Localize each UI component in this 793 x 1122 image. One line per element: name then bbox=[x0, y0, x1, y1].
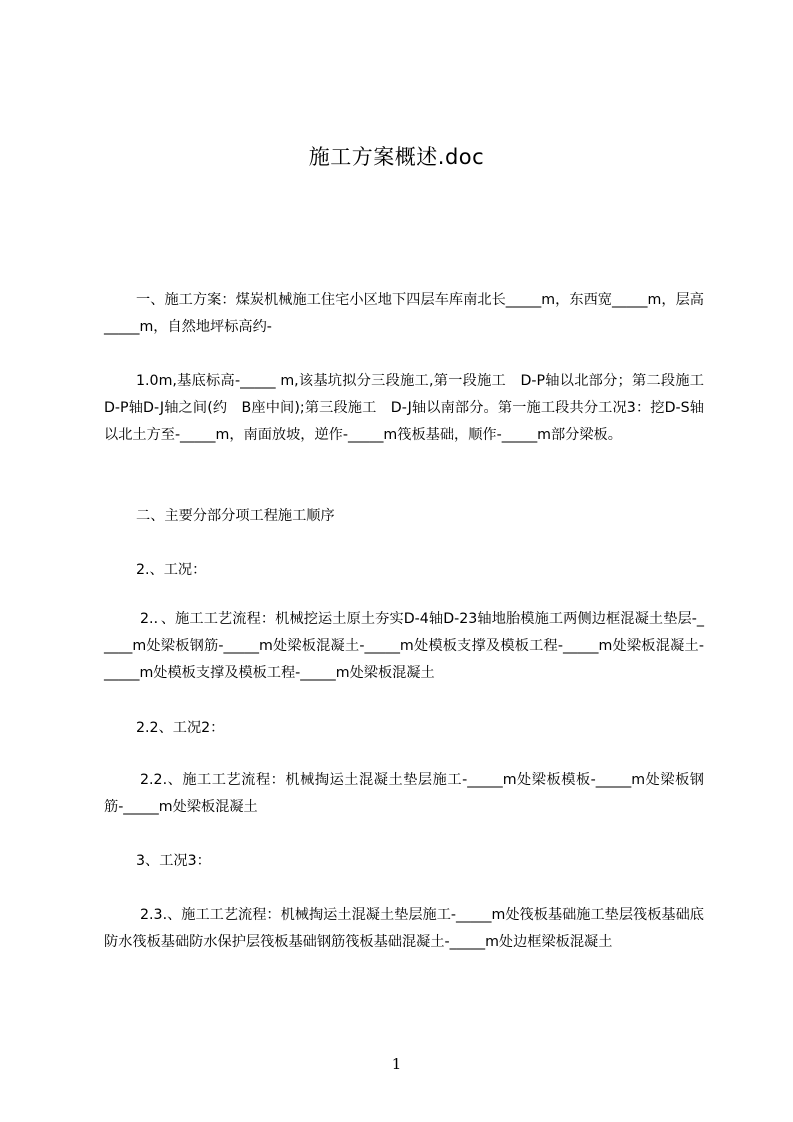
document-title: 施工方案概述.doc bbox=[308, 145, 485, 169]
heading-working-condition-2: 2.2、工况2： bbox=[136, 720, 225, 736]
paragraph-construction-plan: 一、施工方案：煤炭机械施工住宅小区地下四层车库南北长_____m，东西宽_____m，层高_____m，自然地坪标高约- bbox=[104, 292, 704, 335]
heading-construction-sequence: 二、主要分部分项工程施工顺序 bbox=[136, 508, 335, 524]
heading-working-condition-3: 3、工况3： bbox=[136, 853, 211, 869]
paragraph-elevation-and-stages: 1.0m,基底标高-_____ m,该基坑拟分三段施工,第一段施工 D-P轴以北部分；第二段施工D-P轴D-J轴之间(约 B座中间);第三段施工 D-J轴以南部分。第一施工段共分工况3：挖D-S轴以北土方至-_____m，南面放坡，逆作-_____m筏板基础，顺作-_____m部分梁板。 bbox=[104, 373, 704, 443]
page-number: 1 bbox=[391, 1055, 402, 1073]
paragraph-process-flow-3: 2.3.、施工工艺流程：机械掏运土混凝土垫层施工-_____m处筏板基础施工垫层筏板基础底防水筏板基础防水保护层筏板基础钢筋筏板基础混凝土-_____m处边框梁板混凝土 bbox=[104, 907, 704, 950]
paragraph-process-flow-1: 2.．、施工工艺流程：机械挖运土原土夯实D-4轴D-23轴地胎模施工两侧边框混凝土垫层-_____m处梁板钢筋-_____m处梁板混凝土-_____m处模板支撑及模板工程-_____m处梁板混凝土-_____m处模板支撑及模板工程-_____m处梁板混凝土 bbox=[104, 611, 704, 681]
paragraph-process-flow-2: 2.2.、施工工艺流程：机械掏运土混凝土垫层施工-_____m处梁板模板-_____m处梁板钢筋-_____m处梁板混凝土 bbox=[104, 772, 704, 815]
heading-working-condition: 2.、工况： bbox=[136, 562, 207, 578]
